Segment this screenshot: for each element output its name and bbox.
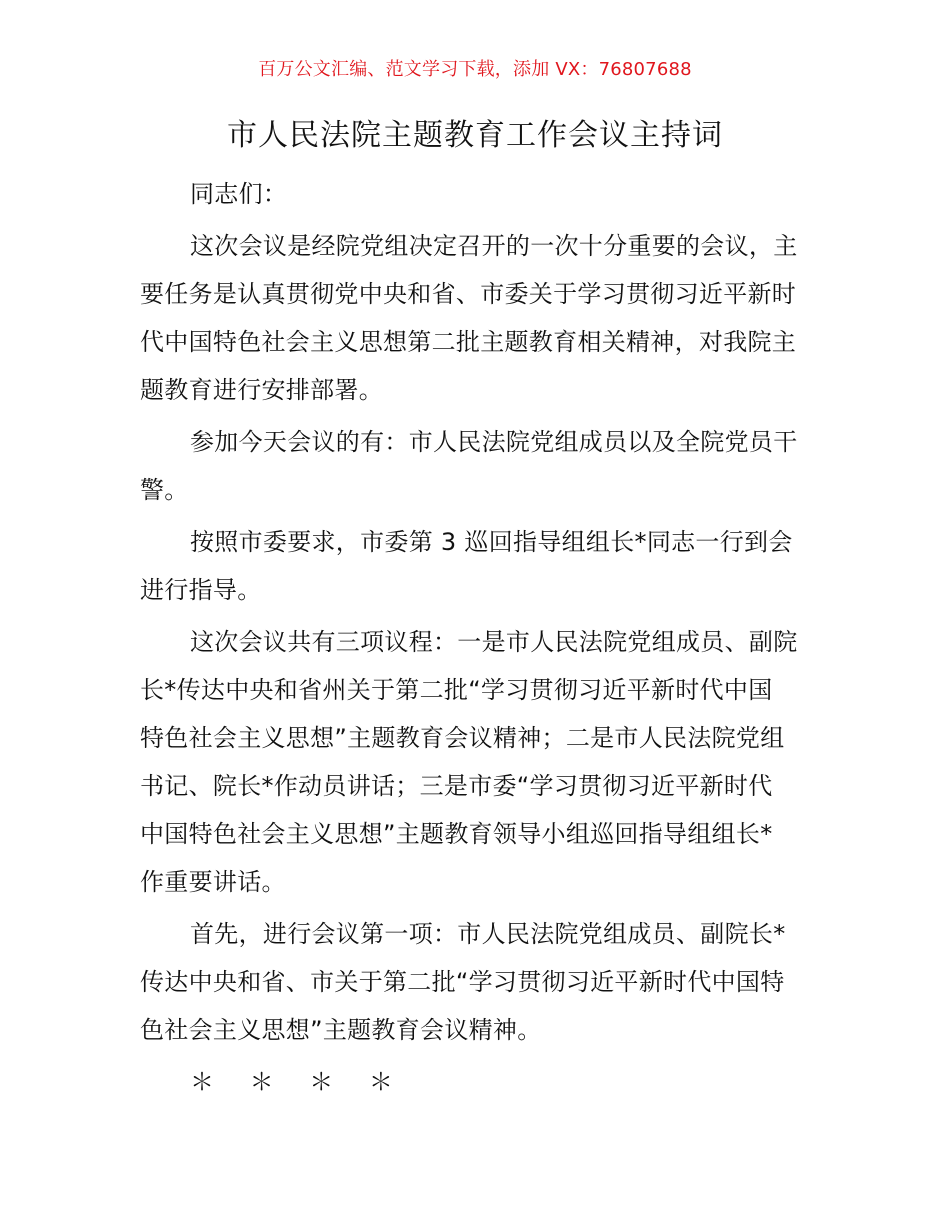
paragraph-line: 书记、院长*作动员讲话；三是市委“学习贯彻习近平新时代	[140, 772, 773, 800]
document-title: 市人民法院主题教育工作会议主持词	[227, 118, 723, 153]
paragraph-line: 这次会议是经院党组决定召开的一次十分重要的会议，主	[190, 232, 798, 260]
paragraph-meeting-purpose	[140, 222, 812, 414]
paragraph-line: 进行指导。	[140, 576, 262, 604]
watermark-header-note: 百万公文汇编、范文学习下载，添加 VX：76807688	[258, 59, 692, 80]
paragraph-line: 中国特色社会主义思想”主题教育领导小组巡回指导组组长*	[140, 820, 773, 848]
paragraph-line: 参加今天会议的有：市人民法院党组成员以及全院党员干	[190, 428, 798, 456]
greeting: 同志们：	[190, 180, 288, 208]
document-body	[140, 170, 812, 1106]
paragraph-line: 传达中央和省、市关于第二批“学习贯彻习近平新时代中国特	[140, 968, 785, 996]
paragraph-line: 代中国特色社会主义思想第二批主题教育相关精神，对我院主	[140, 328, 797, 356]
paragraph-line: 按照市委要求，市委第 3 巡回指导组组长*同志一行到会	[190, 528, 793, 556]
paragraph-first-item	[140, 910, 812, 1054]
paragraph-line: 色社会主义思想”主题教育会议精神。	[140, 1016, 542, 1044]
paragraph-line: 首先，进行会议第一项：市人民法院党组成员、副院长*	[190, 920, 786, 948]
section-separator: ＊ ＊ ＊ ＊	[190, 1068, 407, 1096]
paragraph-line: 作重要讲话。	[140, 868, 286, 896]
paragraph-attendees	[140, 418, 812, 514]
paragraph-line: 题教育进行安排部署。	[140, 376, 383, 404]
paragraph-line: 特色社会主义思想”主题教育会议精神；二是市人民法院党组	[140, 724, 785, 752]
paragraph-guidance-group	[140, 518, 812, 614]
paragraph-line: 警。	[140, 476, 189, 504]
paragraph-line: 这次会议共有三项议程：一是市人民法院党组成员、副院	[190, 628, 798, 656]
paragraph-line: 要任务是认真贯彻党中央和省、市委关于学习贯彻习近平新时	[140, 280, 797, 308]
paragraph-line: 长*传达中央和省州关于第二批“学习贯彻习近平新时代中国	[140, 676, 773, 704]
paragraph-agenda	[140, 618, 812, 906]
